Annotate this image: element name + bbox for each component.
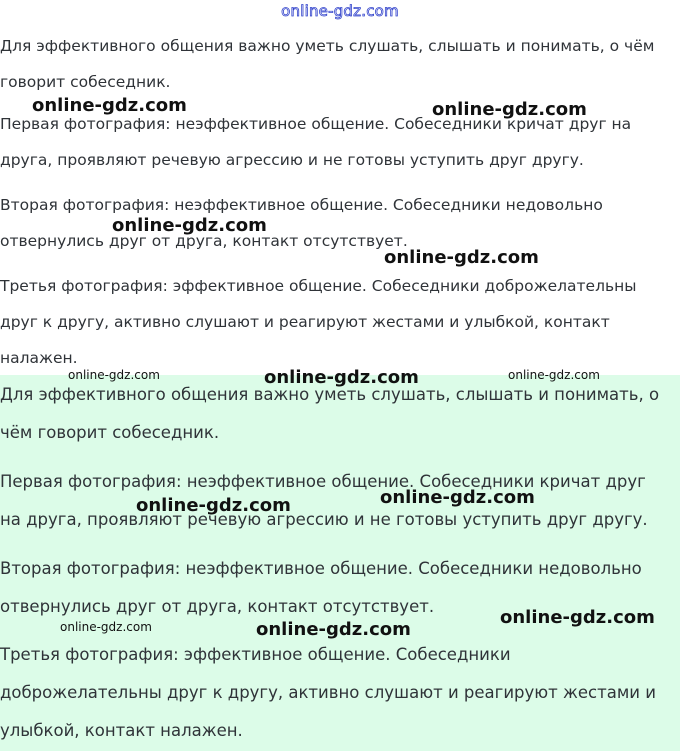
watermark: online-gdz.com (68, 368, 160, 382)
watermark: online-gdz.com (384, 247, 539, 268)
watermark: online-gdz.com (432, 99, 587, 120)
paragraph-4: Третья фотография: эффективное общение. Собеседники доброжелательны друг к другу, активно слушают и реагируют жестами и улыбкой, контакт налажен. (0, 277, 637, 367)
paragraph-2: Первая фотография: неэффективное общение. Собеседники кричат друг на друга, проявляют речевую агрессию и не готовы уступить друг другу. (0, 115, 632, 169)
paragraph-3: Вторая фотография: неэффективное общение. Собеседники недовольно отвернулись друг от друга, контакт отсутствует. (0, 559, 642, 616)
top-watermark: online-gdz.com (281, 2, 399, 20)
paragraph-1: Для эффективного общения важно уметь слушать, слышать и понимать, о чём говорит собеседник. (0, 385, 660, 442)
watermark: online-gdz.com (112, 215, 267, 236)
watermark: online-gdz.com (256, 619, 411, 640)
watermark: online-gdz.com (136, 495, 291, 516)
watermark: online-gdz.com (508, 368, 600, 382)
answer-section-1 (0, 30, 680, 375)
paragraph-3: Вторая фотография: неэффективное общение. Собеседники недовольно отвернулись друг от друга, контакт отсутствует. (0, 196, 603, 250)
watermark: online-gdz.com (380, 487, 535, 508)
watermark: online-gdz.com (60, 620, 152, 634)
watermark: online-gdz.com (500, 607, 655, 628)
watermark: online-gdz.com (264, 367, 419, 388)
paragraph-1: Для эффективного общения важно уметь слушать, слышать и понимать, о чём говорит собеседник. (0, 37, 655, 91)
paragraph-2: Первая фотография: неэффективное общение. Собеседники кричат друг на друга, проявляют речевую агрессию и не готовы уступить друг другу. (0, 472, 648, 529)
watermark: online-gdz.com (32, 95, 187, 116)
answer-section-2 (0, 375, 680, 751)
paragraph-4: Третья фотография: эффективное общение. Собеседники доброжелательны друг к другу, активно слушают и реагируют жестами и улыбкой, контакт налажен. (0, 645, 656, 740)
